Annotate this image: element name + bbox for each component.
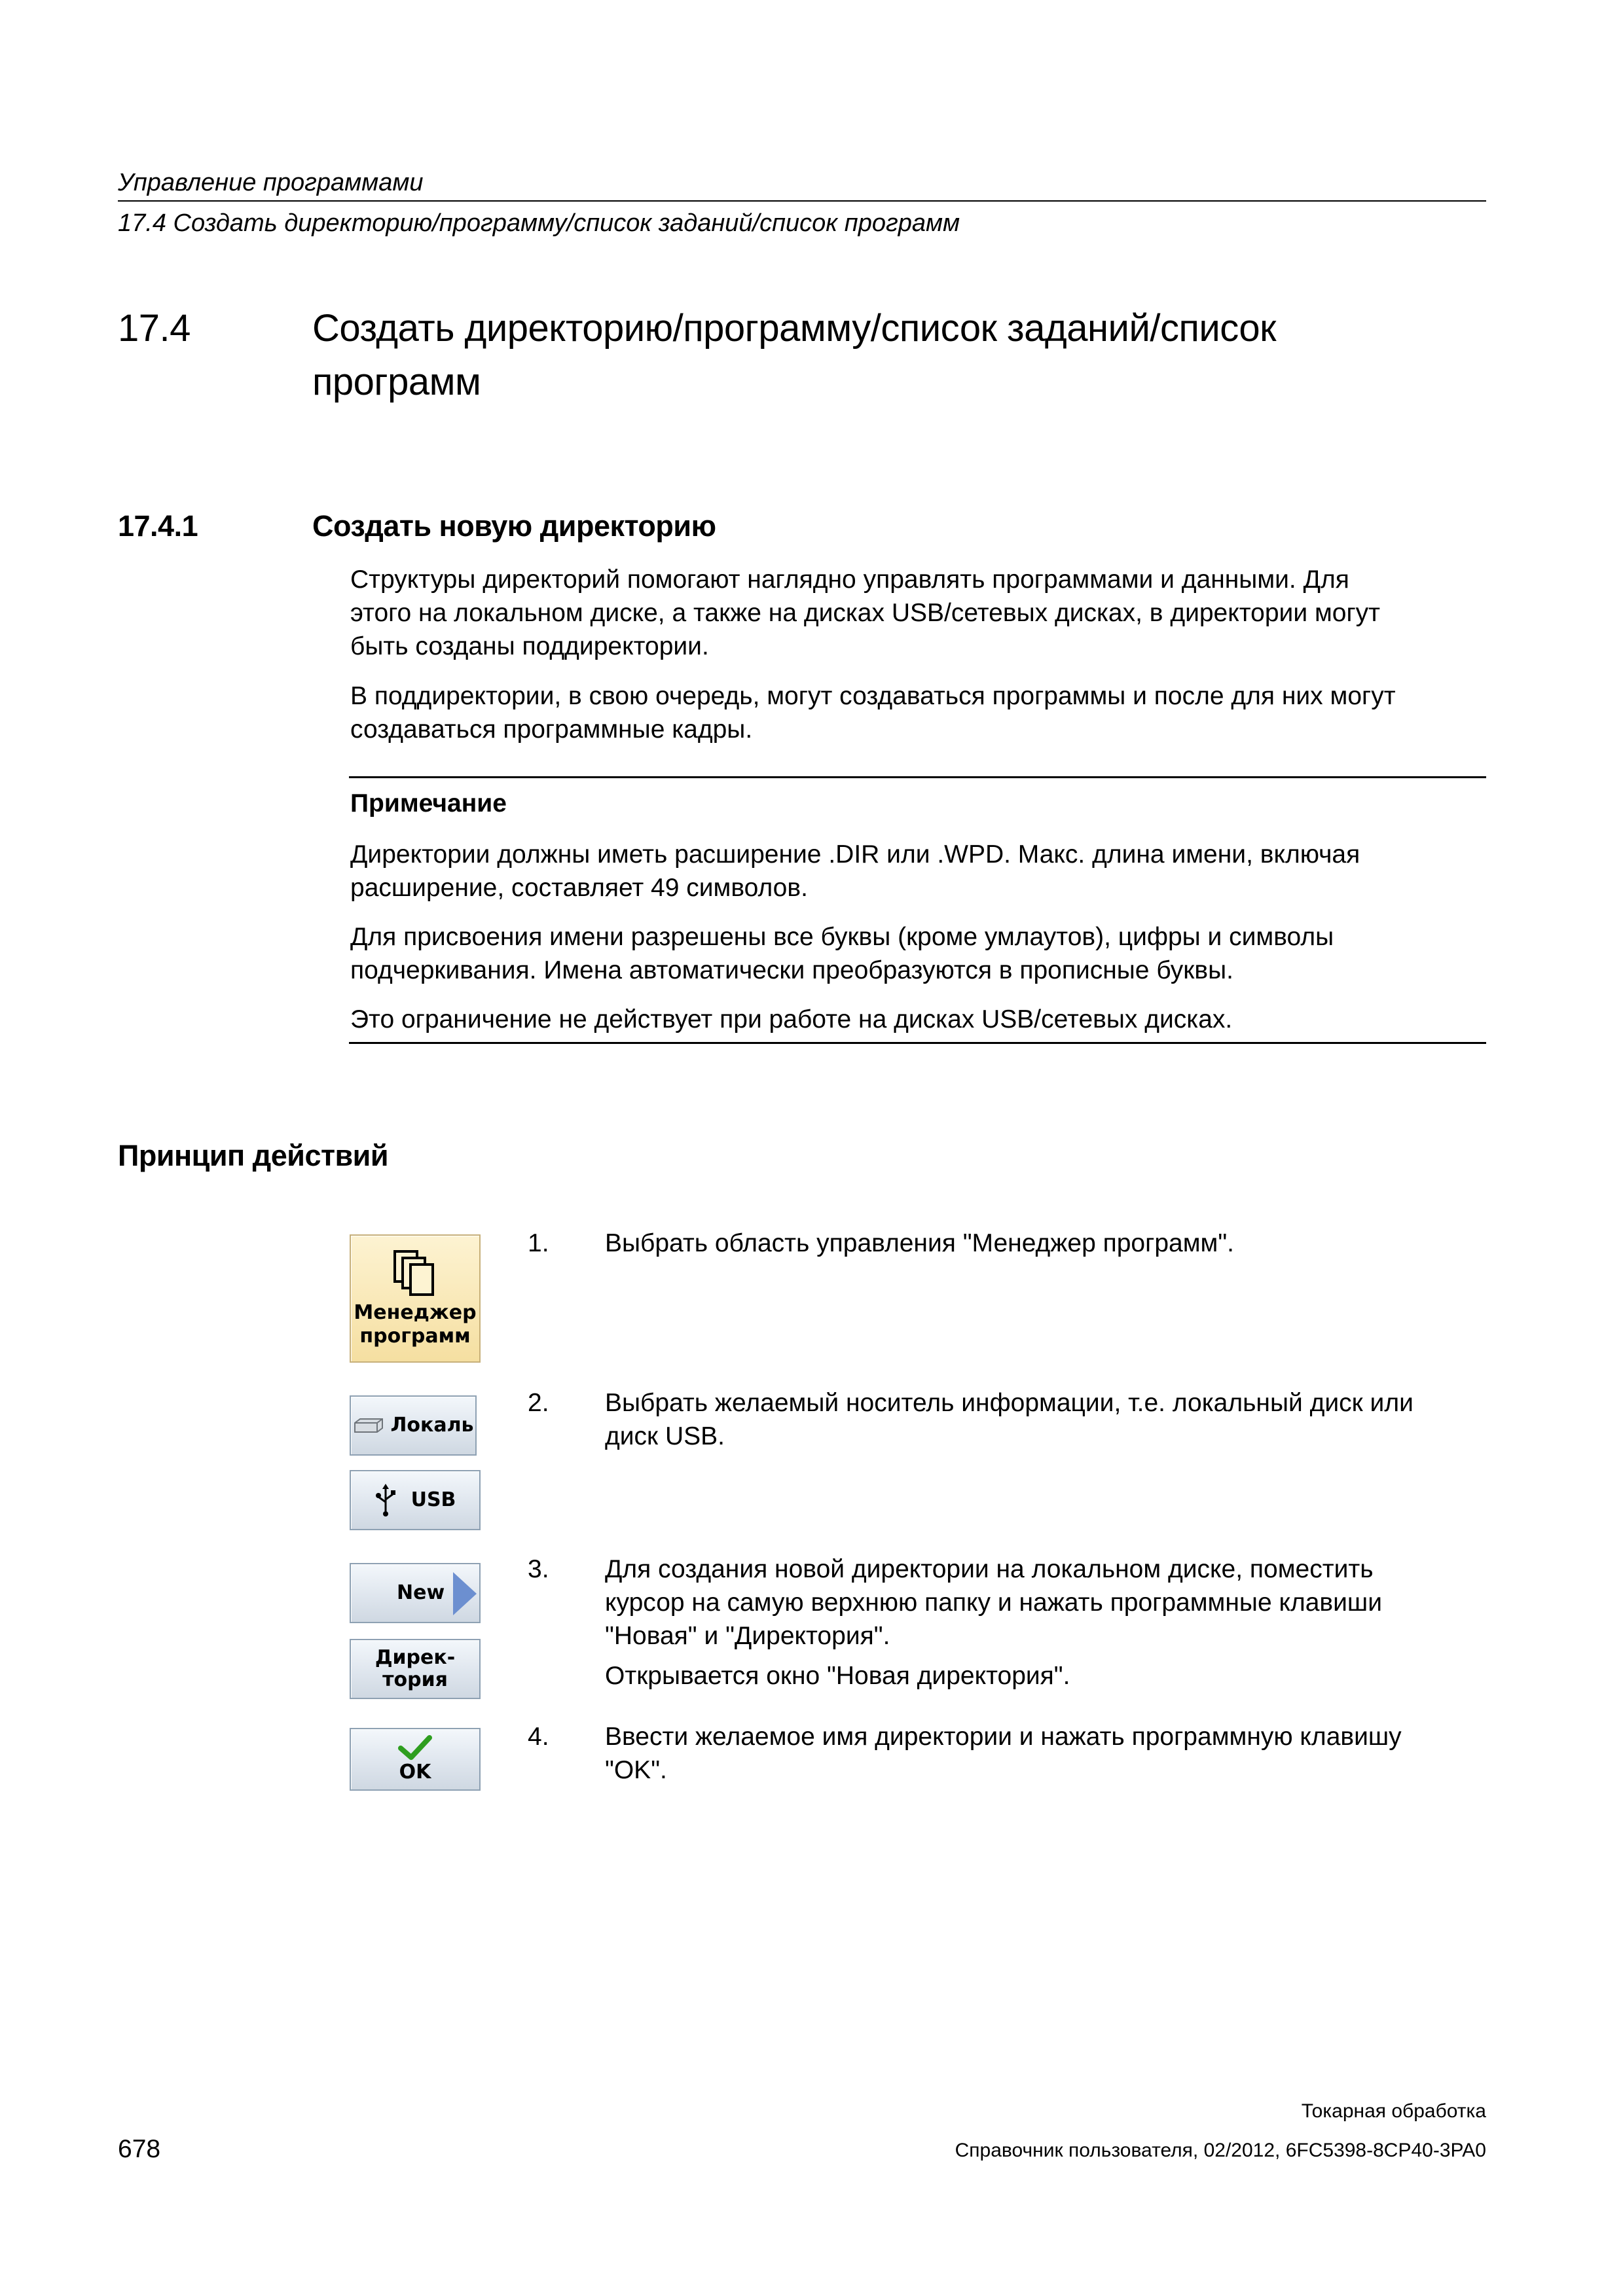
- header-rule: [118, 200, 1486, 202]
- note-line: подчеркивания. Имена автоматически преобразуются в прописные буквы.: [350, 956, 1233, 984]
- directory-label-line2: тория: [382, 1668, 448, 1691]
- step-3-text: [605, 1552, 1489, 1693]
- subsection-number: 17.4.1: [118, 509, 198, 543]
- paragraph-1-line: быть созданы поддиректории.: [350, 632, 709, 660]
- subsection-title: Создать новую директорию: [312, 509, 716, 543]
- footer-doc-info: Справочник пользователя, 02/2012, 6FC5398-8CP40-3PA0: [955, 2140, 1486, 2161]
- program-manager-label-line1: Менеджер: [354, 1301, 477, 1324]
- step-1-text: [605, 1227, 1489, 1260]
- step-2-number: 2.: [528, 1389, 549, 1417]
- step-3-number: 3.: [528, 1555, 549, 1583]
- step-line: "Новая" и "Директория".: [605, 1622, 890, 1650]
- footer-doc-title: Токарная обработка: [1301, 2100, 1486, 2122]
- documents-icon: [392, 1249, 438, 1297]
- new-softkey[interactable]: [350, 1563, 481, 1623]
- step-1-number: 1.: [528, 1229, 549, 1257]
- section-title-line2: программ: [312, 361, 481, 403]
- paragraph-1-line: этого на локальном диске, а также на дисках USB/сетевых дисках, в директории могут: [350, 599, 1381, 627]
- step-line: Ввести желаемое имя директории и нажать программную клавишу: [605, 1723, 1402, 1751]
- drive-icon: [352, 1416, 385, 1435]
- arrow-right-icon: [453, 1572, 477, 1615]
- local-drive-softkey[interactable]: [350, 1395, 477, 1456]
- section-number: 17.4: [118, 307, 191, 350]
- running-header-chapter: Управление программами: [118, 169, 424, 196]
- paragraph-1: [350, 563, 1489, 663]
- step-4-text: [605, 1720, 1489, 1787]
- note-top-rule: [349, 776, 1486, 778]
- directory-softkey[interactable]: [350, 1639, 481, 1699]
- note-paragraph-1: [350, 838, 1489, 905]
- ok-softkey[interactable]: [350, 1728, 481, 1791]
- page-number: 678: [118, 2135, 161, 2163]
- step-line: Открывается окно "Новая директория".: [605, 1662, 1070, 1690]
- program-manager-softkey[interactable]: [350, 1234, 481, 1363]
- paragraph-2: [350, 679, 1489, 746]
- step-line: Для создания новой директории на локальном диске, поместить: [605, 1555, 1374, 1583]
- step-line: курсор на самую верхнюю папку и нажать программные клавиши: [605, 1588, 1382, 1617]
- note-line: расширение, составляет 49 символов.: [350, 874, 808, 902]
- paragraph-1-line: Структуры директорий помогают наглядно управлять программами и данными. Для: [350, 565, 1349, 594]
- note-title: Примечание: [350, 789, 507, 817]
- step-line: Выбрать область управления "Менеджер программ".: [605, 1229, 1235, 1257]
- note-line: Для присвоения имени разрешены все буквы (кроме умлаутов), цифры и символы: [350, 923, 1334, 951]
- paragraph-2-line: В поддиректории, в свою очередь, могут создаваться программы и после для них могут: [350, 682, 1396, 710]
- note-bottom-rule: [349, 1042, 1486, 1044]
- step-2-text: [605, 1386, 1489, 1453]
- running-header-section: 17.4 Создать директорию/программу/список заданий/список программ: [118, 209, 960, 237]
- step-line: Выбрать желаемый носитель информации, т.е. локальный диск или: [605, 1389, 1413, 1417]
- step-4-number: 4.: [528, 1723, 549, 1751]
- directory-label-line1: Дирек-: [374, 1646, 456, 1669]
- principle-title: Принцип действий: [118, 1139, 388, 1172]
- program-manager-label-line2: программ: [359, 1325, 471, 1348]
- new-label: New: [397, 1581, 445, 1604]
- note-paragraph-2: [350, 920, 1489, 987]
- note-line: Директории должны иметь расширение .DIR или .WPD. Макс. длина имени, включая: [350, 840, 1360, 869]
- usb-drive-label: USB: [410, 1488, 456, 1511]
- usb-icon: [374, 1484, 397, 1516]
- ok-label: OK: [399, 1761, 431, 1784]
- note-paragraph-3: Это ограничение не действует при работе на дисках USB/сетевых дисках.: [350, 1005, 1233, 1033]
- section-title-line1: Создать директорию/программу/список заданий/список: [312, 307, 1277, 350]
- step-line: диск USB.: [605, 1422, 725, 1450]
- step-line: "OK".: [605, 1756, 667, 1784]
- checkmark-icon: [398, 1735, 432, 1761]
- local-drive-label: Локаль: [390, 1414, 474, 1437]
- usb-drive-softkey[interactable]: [350, 1470, 481, 1530]
- paragraph-2-line: создаваться программные кадры.: [350, 715, 753, 744]
